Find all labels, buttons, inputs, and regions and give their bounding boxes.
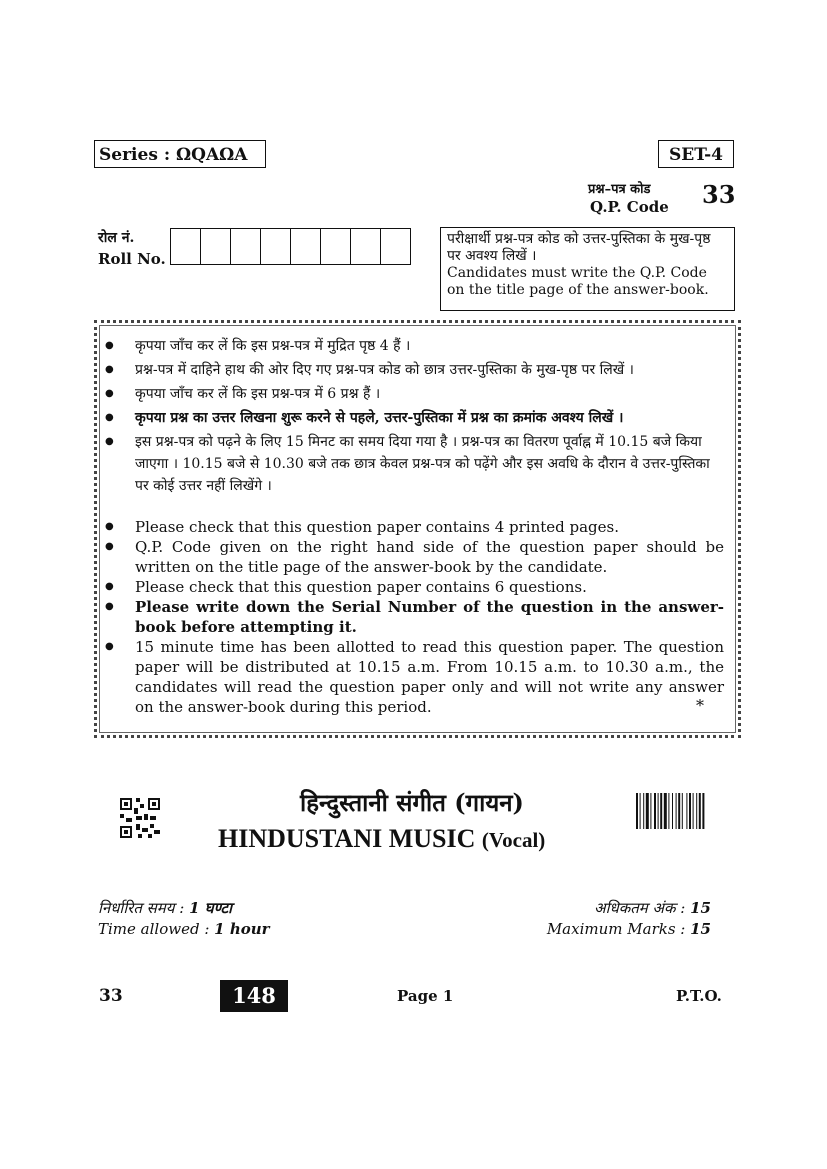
roll-no-label-hindi: रोल नं. (98, 230, 135, 246)
qp-code-label-hindi: प्रश्न–पत्र कोड (588, 182, 651, 197)
subject-title-sub: (Vocal) (481, 828, 546, 852)
instruction-item: ● प्रश्न-पत्र में दाहिने हाथ की ओर दिए गए प्रश्न-पत्र कोड को छात्र उत्तर-पुस्तिका के मुख-पृष्ठ पर लिखें । (97, 359, 738, 381)
instruction-item: ● कृपया जाँच कर लें कि इस प्रश्न-पत्र में 6 प्रश्न हैं । (97, 383, 738, 405)
qp-code-note-english: Candidates must write the Q.P. Code on the title page of the answer-book. (447, 265, 709, 298)
marks-label: Maximum Marks : (546, 920, 686, 938)
roll-no-box[interactable] (321, 229, 351, 264)
star-mark: * (696, 696, 704, 715)
roll-no-box[interactable] (201, 229, 231, 264)
qp-code-value: 33 (702, 180, 736, 209)
roll-no-box[interactable] (381, 229, 411, 264)
marks-value: 15 (690, 920, 711, 938)
time-label-hindi: निर्धारित समय : (98, 899, 185, 917)
roll-no-boxes[interactable] (170, 228, 411, 265)
qp-code-label: Q.P. Code (590, 198, 669, 216)
set-label: SET-4 (658, 140, 734, 168)
instruction-item: ● Please check that this question paper contains 4 printed pages. (97, 517, 738, 537)
roll-no-box[interactable] (291, 229, 321, 264)
barcode-icon (636, 793, 728, 829)
marks-label-hindi: अधिकतम अंक : (594, 899, 686, 917)
footer-qp-code: 33 (99, 986, 123, 1006)
roll-no-box[interactable] (351, 229, 381, 264)
subject-title (218, 824, 545, 854)
series-label: Series : ΩQAΩA (94, 140, 266, 168)
time-allowed-hindi (98, 898, 232, 918)
footer-pto: P.T.O. (676, 987, 722, 1005)
roll-no-box[interactable] (171, 229, 201, 264)
marks-value-hindi: 15 (690, 899, 711, 917)
instructions-box (94, 320, 741, 738)
instruction-item: ● Please write down the Serial Number of the question in the answer-book before attempting it. (97, 597, 738, 637)
roll-no-box[interactable] (231, 229, 261, 264)
instruction-item: ● कृपया जाँच कर लें कि इस प्रश्न-पत्र में मुद्रित पृष्ठ 4 हैं । (97, 335, 738, 357)
instructions-hindi (97, 335, 738, 499)
footer-paper-code: 148 (220, 980, 288, 1012)
roll-no-label: Roll No. (98, 250, 166, 268)
instruction-item: ● 15 minute time has been allotted to read this question paper. The question paper will be distributed at 10.15 a.m. From 10.15 a.m. to 10.30 a.m., the candidates will read the question paper only and will not write any answer on the answer-book during this period. (97, 637, 738, 717)
qp-code-note (440, 227, 735, 311)
time-allowed (98, 920, 270, 938)
roll-no-box[interactable] (261, 229, 291, 264)
subject-title-hindi: हिन्दुस्तानी संगीत (गायन) (300, 788, 524, 817)
footer-page-number: Page 1 (397, 987, 454, 1005)
max-marks (547, 920, 711, 938)
instruction-item: ● Please check that this question paper contains 6 questions. (97, 577, 738, 597)
instruction-item: ● इस प्रश्न-पत्र को पढ़ने के लिए 15 मिनट का समय दिया गया है । प्रश्न-पत्र का वितरण पूर्वाह्न में 10.15 बजे किया जाएगा । 10.15 बजे से 10.30 बजे तक छात्र केवल प्रश्न-पत्र को पढ़ेंगे और इस अवधि के दौरान वे उत्तर-पुस्तिका पर कोई उत्तर नहीं लिखेंगे । (97, 431, 738, 497)
subject-title-main: HINDUSTANI MUSIC (218, 824, 476, 853)
instructions-english (97, 517, 738, 717)
time-value-hindi: 1 घण्टा (189, 899, 233, 917)
qr-code-icon (120, 798, 160, 838)
time-value: 1 hour (214, 920, 270, 938)
qp-code-note-hindi: परीक्षार्थी प्रश्न-पत्र कोड को उत्तर-पुस्तिका के मुख-पृष्ठ पर अवश्य लिखें । (447, 231, 711, 264)
time-label: Time allowed : (98, 920, 210, 938)
max-marks-hindi (594, 898, 711, 918)
instruction-item: ● कृपया प्रश्न का उत्तर लिखना शुरू करने से पहले, उत्तर-पुस्तिका में प्रश्न का क्रमांक अवश्य लिखें । (97, 407, 738, 429)
instruction-item: ● Q.P. Code given on the right hand side of the question paper should be written on the title page of the answer-book by the candidate. (97, 537, 738, 577)
